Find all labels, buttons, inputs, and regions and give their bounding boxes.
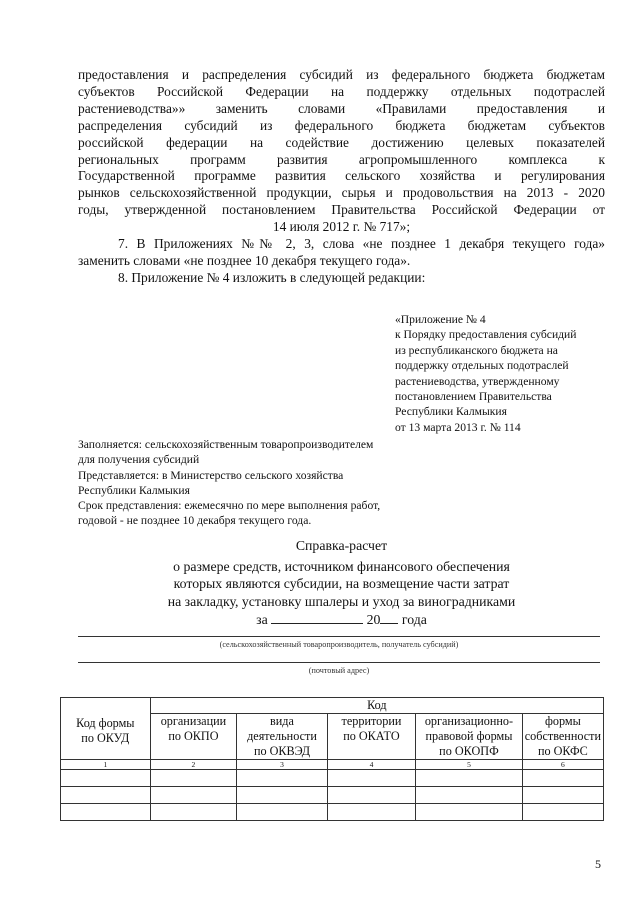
okfs-header-cell (522, 714, 603, 760)
table-cell[interactable] (522, 787, 603, 804)
period-za-label: за (256, 611, 268, 627)
period-blank-field[interactable] (271, 610, 363, 624)
okud-header-line: Код формы (76, 716, 135, 730)
info-line: Республики Калмыкия (78, 483, 190, 497)
table-row (61, 770, 604, 787)
appendix-line: растениеводства, утвержденному (395, 374, 560, 388)
table-cell[interactable] (416, 787, 523, 804)
info-line: Заполняется: сельскохозяйственным товаропроизводителем (78, 438, 374, 451)
header-line: по ОКВЭД (253, 744, 311, 758)
info-line: Срок представления: ежемесячно по мере выполнения работ, (78, 499, 381, 513)
column-number: 6 (522, 760, 603, 770)
column-number: 1 (61, 760, 151, 770)
table-cell[interactable] (522, 770, 603, 787)
table-cell[interactable] (416, 770, 523, 787)
table-cell[interactable] (61, 770, 151, 787)
table-cell[interactable] (522, 804, 603, 821)
table-header-row (61, 698, 604, 714)
body-line: годы, утвержденной постановлением Правительства Российской Федерации от (78, 202, 605, 218)
table-cell[interactable] (61, 787, 151, 804)
table-cell[interactable] (416, 804, 523, 821)
period-line (78, 610, 605, 628)
kod-header-cell: Код (150, 698, 603, 714)
body-line: российской федерации на содействие достижению целевых показателей (78, 134, 605, 150)
table-cell[interactable] (237, 804, 328, 821)
header-line: по ОКАТО (343, 729, 400, 743)
info-line: для получения субсидий (78, 453, 200, 467)
okopf-header-cell (416, 714, 523, 760)
body-line: 14 июля 2012 г. № 717»; (272, 219, 411, 235)
appendix-line: поддержку отдельных подотраслей (395, 359, 569, 373)
table-cell[interactable] (327, 804, 415, 821)
appendix-line: к Порядку предоставления субсидий (395, 328, 577, 342)
info-line: Представляется: в Министерство сельского хозяйства (78, 468, 344, 482)
form-title-line: о размере средств, источником финансового обеспечения (173, 559, 510, 575)
table-cell[interactable] (327, 787, 415, 804)
form-heading: Справка-расчет (295, 538, 388, 553)
header-line: организационно- (424, 714, 514, 728)
column-number: 2 (150, 760, 237, 770)
column-number: 3 (237, 760, 328, 770)
appendix-line: «Приложение № 4 (395, 313, 486, 326)
appendix-line: постановлением Правительства (395, 390, 552, 404)
address-caption: (почтовый адрес) (308, 666, 370, 675)
header-line: формы (544, 714, 581, 728)
form-title-line: на закладку, установку шпалеры и уход за виноградниками (167, 593, 516, 609)
codes-table (60, 697, 604, 821)
header-line: по ОКПО (168, 729, 219, 743)
producer-caption: (сельскохозяйственный товаропроизводитель, получатель субсидий) (219, 640, 459, 649)
producer-underline-field[interactable] (78, 636, 600, 637)
table-cell[interactable] (150, 770, 237, 787)
okud-header-line: по ОКУД (81, 731, 130, 745)
table-cell[interactable] (237, 770, 328, 787)
form-title-line: которых являются субсидии, на возмещение части затрат (173, 576, 510, 592)
submission-info (78, 437, 438, 529)
header-line: правовой формы (425, 729, 513, 743)
body-paragraph-1 (78, 67, 605, 287)
okved-header-cell (237, 714, 328, 760)
body-line: Государственной программе развития сельского хозяйства и регулирования (78, 168, 605, 184)
column-number: 5 (416, 760, 523, 770)
appendix-line: от 13 марта 2013 г. № 114 (395, 420, 521, 434)
period-year-suffix: года (401, 611, 427, 627)
table-numbers-row (61, 760, 604, 770)
body-line: региональных программ развития агропромышленного комплекса к (78, 151, 605, 167)
okud-header-cell (61, 698, 151, 760)
header-line: по ОКФС (537, 744, 588, 758)
table-row (61, 804, 604, 821)
table-cell[interactable] (61, 804, 151, 821)
body-line: субъектов Российской Федерации на поддержку отдельных подотраслей (78, 83, 605, 99)
body-line: предоставления и распределения субсидий из федерального бюджета бюджетам (78, 67, 605, 82)
header-line: организации (160, 714, 227, 728)
header-line: собственности (524, 729, 601, 743)
appendix-line: из республиканского бюджета на (395, 343, 558, 357)
header-line: вида (270, 714, 294, 728)
period-year-prefix: 20 (366, 611, 381, 627)
appendix-reference (395, 312, 610, 435)
page-number: 5 (595, 857, 601, 871)
table-row (61, 787, 604, 804)
table-cell[interactable] (237, 787, 328, 804)
body-paragraph-2-line: 7. В Приложениях №№ 2, 3, слова «не позднее 1 декабря текущего года» (118, 236, 605, 252)
header-line: территории (341, 714, 402, 728)
info-line: годовой - не позднее 10 декабря текущего года. (78, 514, 312, 528)
form-title (78, 537, 605, 628)
okato-header-cell (327, 714, 415, 760)
table-cell[interactable] (150, 804, 237, 821)
header-line: деятельности (247, 729, 317, 743)
appendix-line: Республики Калмыкия (395, 405, 507, 419)
column-number: 4 (327, 760, 415, 770)
body-line: рынков сельскохозяйственной продукции, сырья и продовольствия на 2013 - 2020 (78, 185, 605, 201)
body-line: распределения субсидий из федерального бюджета бюджетам субъектов (78, 117, 605, 133)
body-paragraph-2-line: заменить словами «не позднее 10 декабря текущего года». (78, 252, 411, 268)
period-year-blank-field[interactable] (380, 610, 398, 624)
table-cell[interactable] (150, 787, 237, 804)
body-line: растениеводства»» заменить словами «Правилами предоставления и (78, 100, 605, 116)
header-line: по ОКОПФ (439, 744, 499, 758)
table-cell[interactable] (327, 770, 415, 787)
body-paragraph-3: 8. Приложение № 4 изложить в следующей редакции: (118, 269, 426, 285)
okpo-header-cell (150, 714, 237, 760)
address-underline-field[interactable] (78, 662, 600, 663)
